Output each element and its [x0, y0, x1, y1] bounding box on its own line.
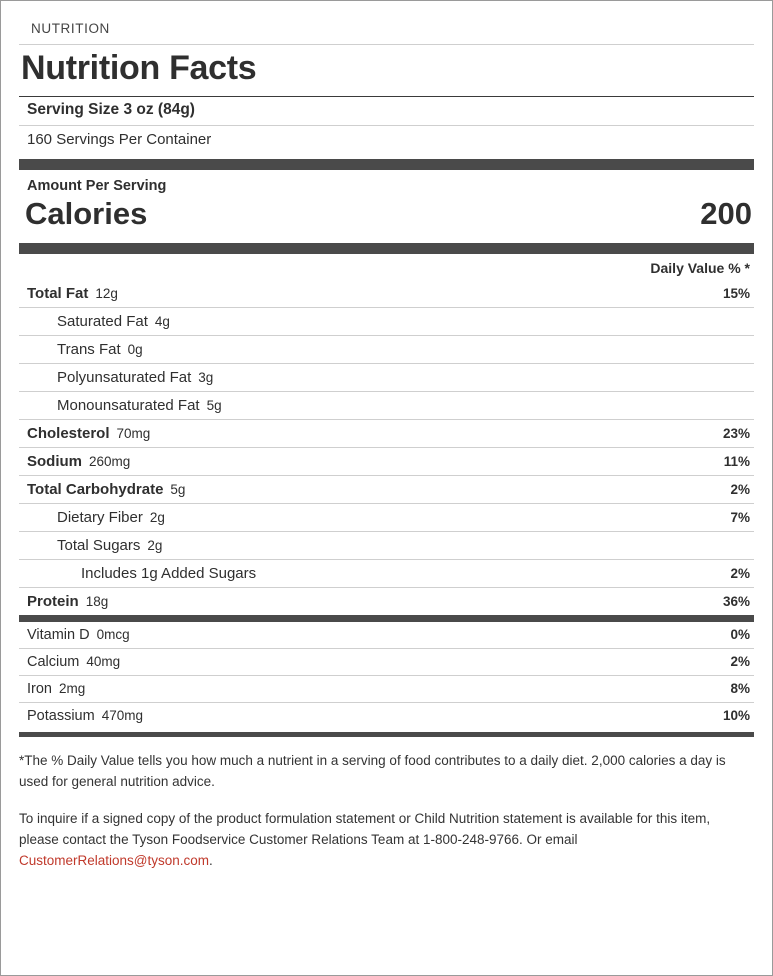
nutrient-daily-value: 11% [723, 454, 750, 469]
nutrient-amount: 3g [198, 370, 214, 385]
vitamin-amount: 470mg [101, 708, 143, 723]
nutrient-amount: 260mg [89, 454, 131, 469]
nutrient-name: Cholesterol [27, 425, 110, 442]
nutrient-amount: 5g [170, 482, 186, 497]
nutrient-name: Protein [27, 593, 79, 610]
nutrient-row [19, 364, 754, 392]
vitamin-daily-value: 10% [722, 708, 750, 723]
nutrient-amount: 12g [95, 286, 118, 301]
nutrient-left [27, 453, 130, 470]
nutrient-left [27, 341, 143, 358]
serving-size: Serving Size 3 oz (84g) [19, 97, 754, 126]
nutrient-daily-value: 23% [722, 426, 750, 441]
nutrient-name: Total Fat [27, 285, 89, 302]
vitamin-name: Iron [27, 681, 52, 697]
vitamin-amount: 0mcg [96, 627, 130, 642]
nutrient-left [27, 509, 165, 526]
vitamin-row [19, 703, 754, 729]
nutrient-name: Sodium [27, 453, 82, 470]
nutrient-left [27, 285, 118, 302]
nutrient-daily-value: 2% [730, 482, 750, 497]
nutrient-daily-value: 36% [722, 594, 750, 609]
vitamin-row [19, 676, 754, 703]
nutrient-name: Monounsaturated Fat [57, 397, 200, 414]
nutrient-row [19, 476, 754, 504]
vitamin-daily-value: 8% [730, 681, 750, 696]
vitamin-daily-value: 2% [730, 654, 750, 669]
nutrient-row [19, 532, 754, 560]
nutrient-amount: 0g [127, 342, 143, 357]
divider-thick-vitamins [19, 615, 754, 622]
nutrient-left [27, 397, 222, 414]
nutrient-left [27, 537, 162, 554]
nutrient-left [27, 313, 170, 330]
nutrient-amount: 4g [154, 314, 170, 329]
nutrient-amount: 2g [147, 538, 163, 553]
footnote-daily-value: *The % Daily Value tells you how much a nutrient in a serving of food contributes to a daily diet. 2,000 calories a day is used for general nutrition advice. [19, 753, 726, 789]
nutrient-daily-value: 15% [722, 286, 750, 301]
nutrient-row [19, 588, 754, 615]
nutrient-left [27, 481, 185, 498]
nutrient-row [19, 336, 754, 364]
nutrient-amount: 5g [206, 398, 222, 413]
nutrient-name: Total Sugars [57, 537, 141, 554]
nutrient-row [19, 504, 754, 532]
vitamin-left [27, 708, 143, 724]
vitamin-name: Calcium [27, 654, 80, 670]
nutrient-amount: 70mg [116, 426, 151, 441]
vitamin-amount: 40mg [86, 654, 121, 669]
daily-value-header: Daily Value % * [650, 260, 750, 276]
nutrient-row [19, 448, 754, 476]
nutrient-row [19, 420, 754, 448]
nutrient-left [27, 593, 108, 610]
nutrient-list [19, 280, 754, 615]
nutrient-name: Polyunsaturated Fat [57, 369, 192, 386]
nutrient-amount: 18g [85, 594, 109, 609]
vitamin-row [19, 649, 754, 676]
nutrient-daily-value: 2% [730, 566, 750, 581]
footnote-contact-text: To inquire if a signed copy of the product formulation statement or Child Nutrition statement is available for this item, please contact the Tyson Foodservice Customer Relations Team at 1-800-248-9766. Or email [19, 810, 711, 847]
nutrient-amount: 2g [149, 510, 165, 525]
nutrient-row [19, 392, 754, 420]
calories-label: Calories [25, 196, 148, 231]
nutrient-name: Saturated Fat [57, 313, 148, 330]
nutrient-row [19, 308, 754, 336]
nutrient-name: Includes 1g Added Sugars [81, 565, 257, 582]
divider-thick-calories [19, 243, 754, 254]
calories-row [19, 196, 754, 238]
vitamin-amount: 2mg [59, 681, 86, 696]
vitamin-name: Vitamin D [27, 627, 90, 643]
nutrient-name: Trans Fat [57, 341, 121, 358]
footnote-contact-end: . [209, 852, 213, 868]
servings-per-container: 160 Servings Per Container [27, 131, 212, 148]
nutrient-name: Dietary Fiber [57, 509, 143, 526]
vitamin-left [27, 627, 130, 643]
nutrient-row [19, 560, 754, 588]
nutrient-left [27, 565, 256, 582]
nutrient-daily-value: 7% [730, 510, 750, 525]
vitamin-daily-value: 0% [730, 627, 750, 642]
nutrient-left [27, 425, 150, 442]
vitamin-left [27, 681, 85, 697]
footnote-contact [19, 809, 748, 872]
calories-value: 200 [700, 196, 752, 231]
vitamin-row [19, 622, 754, 649]
nutrient-name: Total Carbohydrate [27, 481, 164, 498]
nutrient-left [27, 369, 213, 386]
vitamin-list [19, 622, 754, 729]
nutrient-row [19, 280, 754, 308]
footnotes [19, 737, 754, 872]
nutrition-facts-inner [1, 1, 772, 872]
divider-thick-top [19, 159, 754, 170]
page-title: Nutrition Facts [21, 49, 257, 87]
customer-relations-email-link[interactable]: CustomerRelations@tyson.com [19, 852, 210, 868]
vitamin-left [27, 654, 120, 670]
amount-per-serving-label: Amount Per Serving [27, 178, 167, 194]
section-label: NUTRITION [19, 15, 754, 45]
vitamin-name: Potassium [27, 708, 95, 724]
